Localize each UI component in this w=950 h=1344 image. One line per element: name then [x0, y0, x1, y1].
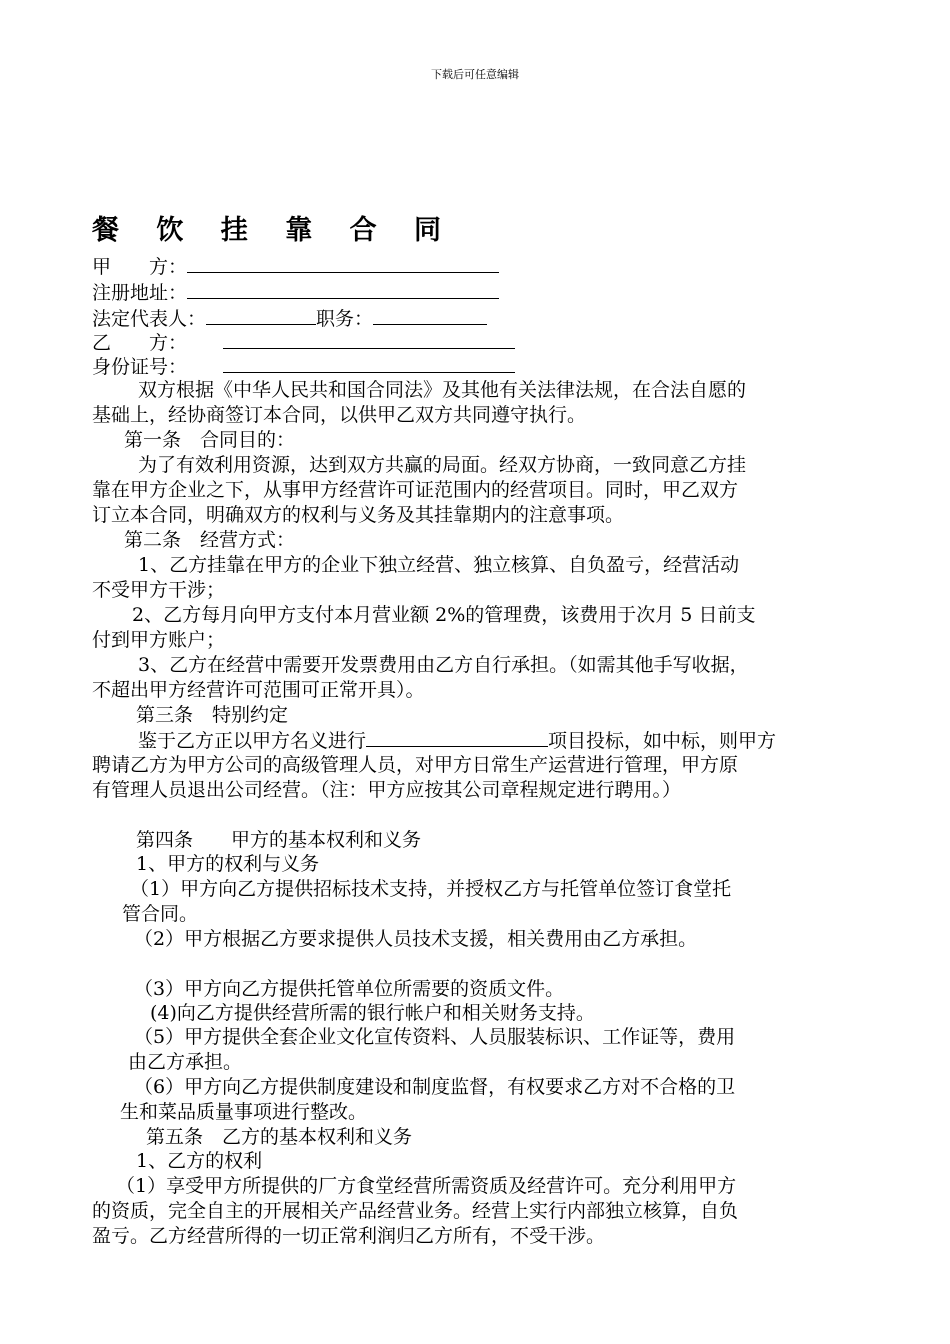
article-2-item-2-line-2: 付到甲方账户；: [92, 629, 226, 651]
position-label: 职务：: [316, 308, 374, 330]
article-3-line-1-end: 项目投标，如中标，则甲方: [548, 730, 777, 752]
article-4-item-6-line-1: （6）甲方向乙方提供制度建设和制度监督，有权要求乙方对不合格的卫: [134, 1076, 736, 1098]
project-blank: [366, 728, 548, 747]
article-4-item-1-line-1: （1）甲方向乙方提供招标技术支持，并授权乙方与托管单位签订食堂托: [130, 878, 732, 900]
article-3-line-1-start: 鉴于乙方正以甲方名义进行: [138, 730, 367, 752]
article-2-title: 第二条 经营方式：: [124, 529, 296, 551]
party-b-label: 乙 方：: [92, 332, 188, 354]
address-blank: [187, 280, 499, 299]
representative-field: [92, 306, 487, 331]
id-blank: [223, 354, 515, 373]
article-1-title: 第一条 合同目的：: [124, 429, 296, 451]
article-1-line-2: 靠在甲方企业之下，从事甲方经营许可证范围内的经营项目。同时，甲乙双方: [92, 479, 739, 501]
article-5-item-1-line-2: 的资质，完全自主的开展相关产品经营业务。经营上实行内部独立核算，自负: [92, 1200, 739, 1222]
id-label: 身份证号：: [92, 356, 188, 378]
article-1-line-1: 为了有效利用资源，达到双方共赢的局面。经双方协商，一致同意乙方挂: [138, 454, 747, 476]
representative-label: 法定代表人：: [92, 308, 207, 330]
header-note: 下载后可任意编辑: [431, 68, 519, 81]
article-4-item-1-line-2: 管合同。: [122, 903, 199, 925]
article-5-title: 第五条 乙方的基本权利和义务: [146, 1126, 413, 1148]
article-4-item-5-line-1: （5）甲方提供全套企业文化宣传资料、人员服装标识、工作证等，费用: [134, 1026, 736, 1048]
article-3-line-1: [138, 728, 776, 753]
article-5-item-1-line-3: 盈亏。乙方经营所得的一切正常利润归乙方所有，不受干涉。: [92, 1225, 606, 1247]
article-2-item-1-line-1: 1、乙方挂靠在甲方的企业下独立经营、独立核算、自负盈亏，经营活动: [138, 554, 740, 576]
article-2-item-2-line-1: 2、乙方每月向甲方支付本月营业额 2%的管理费，该费用于次月 5 日前支: [132, 604, 756, 626]
address-label: 注册地址：: [92, 282, 188, 304]
preamble-line-1: 双方根据《中华人民共和国合同法》及其他有关法律法规，在合法自愿的: [138, 379, 747, 401]
article-4-title: 第四条 甲方的基本权利和义务: [136, 829, 422, 851]
article-4-item-5-line-2: 由乙方承担。: [128, 1051, 243, 1073]
preamble-line-2: 基础上，经协商签订本合同，以供甲乙双方共同遵守执行。: [92, 404, 587, 426]
article-4-subtitle: 1、甲方的权利与义务: [136, 853, 320, 875]
article-4-item-2: （2）甲方根据乙方要求提供人员技术支援，相关费用由乙方承担。: [134, 928, 698, 950]
position-blank: [373, 306, 487, 325]
party-b-blank: [223, 330, 515, 349]
article-1-line-3: 订立本合同，明确双方的权利与义务及其挂靠期内的注意事项。: [92, 504, 625, 526]
article-2-item-1-line-2: 不受甲方干涉；: [92, 579, 226, 601]
party-a-label: 甲 方：: [92, 256, 188, 278]
party-a-field: [92, 254, 499, 279]
article-3-title: 第三条 特别约定: [136, 704, 289, 726]
article-4-item-3: （3）甲方向乙方提供托管单位所需要的资质文件。: [134, 978, 565, 1000]
article-2-item-3-line-2: 不超出甲方经营许可范围可正常开具）。: [92, 679, 425, 701]
document-title: 餐 饮 挂 靠 合 同: [92, 215, 455, 246]
representative-blank: [206, 306, 316, 325]
article-5-subtitle: 1、乙方的权利: [136, 1150, 263, 1172]
party-a-blank: [187, 254, 499, 273]
article-5-item-1-line-1: （1）享受甲方所提供的厂方食堂经营所需资质及经营许可。充分利用甲方: [116, 1175, 737, 1197]
id-field: [92, 354, 515, 379]
article-4-item-4: (4)向乙方提供经营所需的银行帐户和相关财务支持。: [150, 1002, 595, 1024]
address-field: [92, 280, 499, 305]
article-3-line-2: 聘请乙方为甲方公司的高级管理人员，对甲方日常生产运营进行管理，甲方原: [92, 754, 739, 776]
article-3-line-3: 有管理人员退出公司经营。（注：甲方应按其公司章程规定进行聘用。）: [92, 779, 682, 801]
party-b-field: [92, 330, 515, 355]
article-2-item-3-line-1: 3、乙方在经营中需要开发票费用由乙方自行承担。（如需其他手写收据，: [138, 654, 749, 676]
article-4-item-6-line-2: 生和菜品质量事项进行整改。: [120, 1101, 368, 1123]
